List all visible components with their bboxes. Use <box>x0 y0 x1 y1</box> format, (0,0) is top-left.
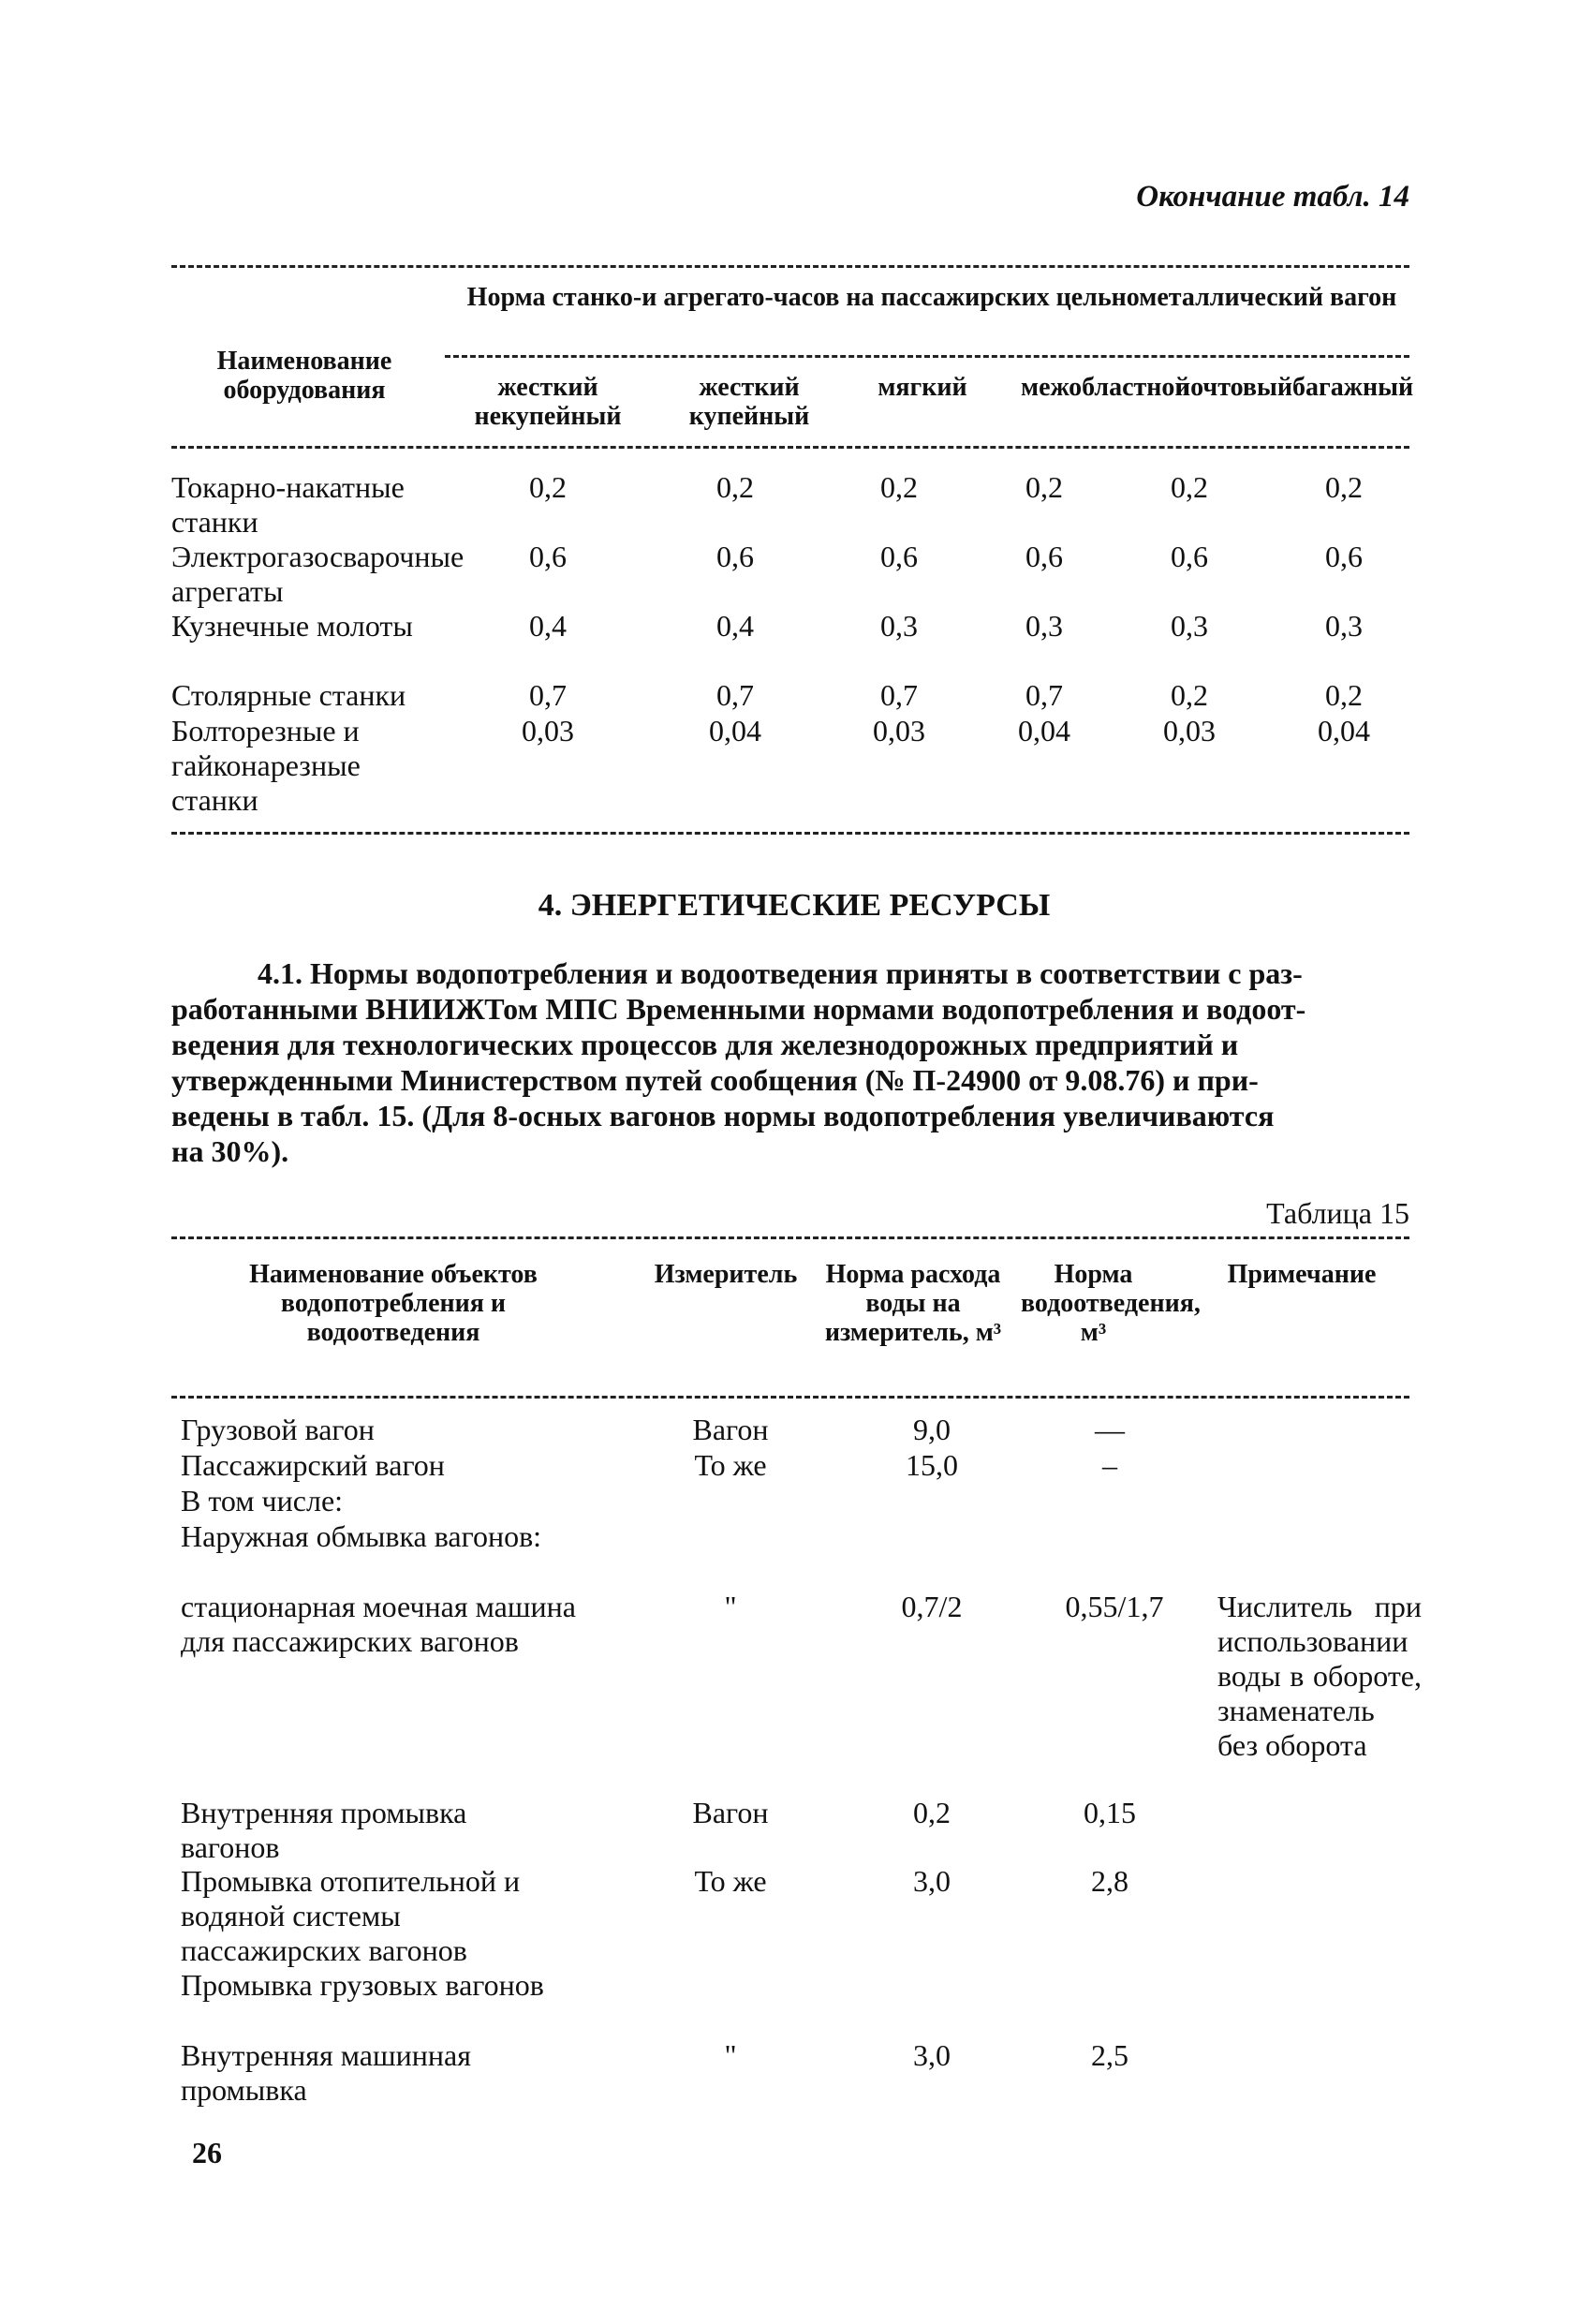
table14-cell: 0,3 <box>880 609 918 643</box>
table15-use: 9,0 <box>913 1413 951 1446</box>
table14-row-name: Электрогазосварочные агрегаты <box>171 540 465 608</box>
table14-cell: 0,6 <box>529 540 567 573</box>
table14-col-hdr-6: багажный <box>1292 373 1414 402</box>
table15-out: – <box>1102 1448 1117 1482</box>
section-paragraph <box>171 955 1417 1169</box>
table15-row-name: Внутренняя промывка вагонов <box>181 1796 467 1864</box>
table15-row-name: стационарная моечная машина для пассажирских вагонов <box>181 1590 576 1658</box>
table14-row-name: Болторезные и гайконарезные станки <box>171 714 361 817</box>
table14-cell: 0,6 <box>1325 540 1363 573</box>
table14-col-hdr-2: жесткий купейный <box>688 373 810 431</box>
table14-cell: 0,2 <box>529 470 567 504</box>
table14-row-name: Столярные станки <box>171 678 406 712</box>
table15-unit: " <box>724 2038 737 2072</box>
table14-cell: 0,2 <box>1025 470 1063 504</box>
section-title: 4. ЭНЕРГЕТИЧЕСКИЕ РЕСУРСЫ <box>538 888 1051 923</box>
table14-col-hdr-5: почтовый <box>1175 373 1293 402</box>
table14-group-rule <box>445 355 1409 358</box>
table14-header-rule <box>171 446 1409 449</box>
table14-cell: 0,2 <box>1325 678 1363 712</box>
table15-header-rule <box>171 1396 1409 1399</box>
table15-hdr-unit: Измеритель <box>654 1260 798 1289</box>
table15-row-name: Грузовой вагон <box>181 1413 375 1446</box>
table15-row-name: Промывка отопительной и водяной системы пассажирских вагонов <box>181 1864 521 1967</box>
table14-col-hdr-4: межобластной <box>1021 373 1190 402</box>
table14-cell: 0,04 <box>1318 714 1370 748</box>
table14-cell: 0,6 <box>1171 540 1208 573</box>
table14-cell: 0,04 <box>709 714 761 748</box>
table15-out: 2,5 <box>1091 2038 1128 2072</box>
table15-use: 15,0 <box>906 1448 958 1482</box>
paragraph-line: на 30%). <box>171 1134 289 1168</box>
paragraph-line: ведения для технологических процессов для железнодорожных предприятий и <box>171 1028 1239 1061</box>
page-number: 26 <box>192 2136 222 2169</box>
table15-row-name: Промывка грузовых вагонов <box>181 1968 544 2002</box>
table15-hdr-object: Наименование объектов водопотребления и водоотведения <box>249 1260 538 1347</box>
table15-hdr-note: Примечание <box>1227 1260 1377 1289</box>
table15-out: 0,55/1,7 <box>1065 1590 1164 1623</box>
table14-cell: 0,2 <box>880 470 918 504</box>
table15-unit: Вагон <box>692 1413 769 1446</box>
table15-out: 2,8 <box>1091 1864 1128 1898</box>
table14-header-group: Норма станко-и агрегато-часов на пассажирских цельнометаллический вагон <box>466 283 1397 312</box>
table14-cell: 0,6 <box>880 540 918 573</box>
table14-cell: 0,3 <box>1025 609 1063 643</box>
table14-cell: 0,3 <box>1325 609 1363 643</box>
table15-hdr-out: Норма водоотведения, м³ <box>1021 1260 1201 1347</box>
table14-cell: 0,2 <box>1325 470 1363 504</box>
table15-top-rule <box>171 1236 1409 1239</box>
table14-row-name: Токарно-накатные станки <box>171 470 405 539</box>
table14-cell: 0,03 <box>1163 714 1216 748</box>
table14-cell: 0,7 <box>529 678 567 712</box>
table14-row-name: Кузнечные молоты <box>171 609 413 643</box>
table14-cell: 0,7 <box>716 678 754 712</box>
table15-unit: Вагон <box>692 1796 769 1829</box>
table15-row-name: Пассажирский вагон <box>181 1448 445 1482</box>
table14-cell: 0,7 <box>1025 678 1063 712</box>
table14-cell: 0,03 <box>522 714 574 748</box>
table14-top-rule <box>171 265 1409 268</box>
table15-out: 0,15 <box>1084 1796 1136 1829</box>
table15-unit: " <box>724 1590 737 1623</box>
table15-label: Таблица 15 <box>1266 1196 1409 1230</box>
table14-cell: 0,3 <box>1171 609 1208 643</box>
table14-col-hdr-1: жесткий некупейный <box>474 373 622 431</box>
table14-cell: 0,6 <box>1025 540 1063 573</box>
table14-cell: 0,4 <box>529 609 567 643</box>
table14-cell: 0,04 <box>1018 714 1070 748</box>
table14-header-name: Наименование оборудования <box>216 347 392 405</box>
table15-hdr-use: Норма расхода воды на измеритель, м³ <box>824 1260 1002 1347</box>
table15-note: Числитель при использовании воды в обороте, знаменатель без оборота <box>1217 1590 1422 1762</box>
paragraph-line: работанными ВНИИЖТом МПС Временными нормами водопотребления и водоот- <box>171 992 1306 1026</box>
paragraph-line: утвержденными Министерством путей сообщения (№ П-24900 от 9.08.76) и при- <box>171 1063 1259 1097</box>
table14-cell: 0,2 <box>1171 470 1208 504</box>
table14-col-hdr-3: мягкий <box>878 373 967 402</box>
table15-use: 0,7/2 <box>901 1590 963 1623</box>
table14-cell: 0,4 <box>716 609 754 643</box>
table15-out: — <box>1095 1413 1125 1446</box>
table14-cell: 0,03 <box>873 714 925 748</box>
table15-unit: То же <box>694 1448 767 1482</box>
table14-cell: 0,7 <box>880 678 918 712</box>
table15-unit: То же <box>694 1864 767 1898</box>
paragraph-line: 4.1. Нормы водопотребления и водоотведения приняты в соответствии с раз- <box>258 956 1303 990</box>
table15-use: 3,0 <box>913 2038 951 2072</box>
table14-cell: 0,2 <box>716 470 754 504</box>
table15-use: 3,0 <box>913 1864 951 1898</box>
table15-use: 0,2 <box>913 1796 951 1829</box>
table14-bottom-rule <box>171 832 1409 835</box>
paragraph-line: ведены в табл. 15. (Для 8-осных вагонов нормы водопотребления увеличиваются <box>171 1099 1275 1132</box>
table15-row-name: Наружная обмывка вагонов: <box>181 1519 542 1553</box>
table14-cell: 0,2 <box>1171 678 1208 712</box>
table15-row-name: В том числе: <box>181 1484 344 1517</box>
table14-cell: 0,6 <box>716 540 754 573</box>
table15-row-name: Внутренняя машинная промывка <box>181 2038 471 2107</box>
continuation-label: Окончание табл. 14 <box>1136 180 1409 214</box>
